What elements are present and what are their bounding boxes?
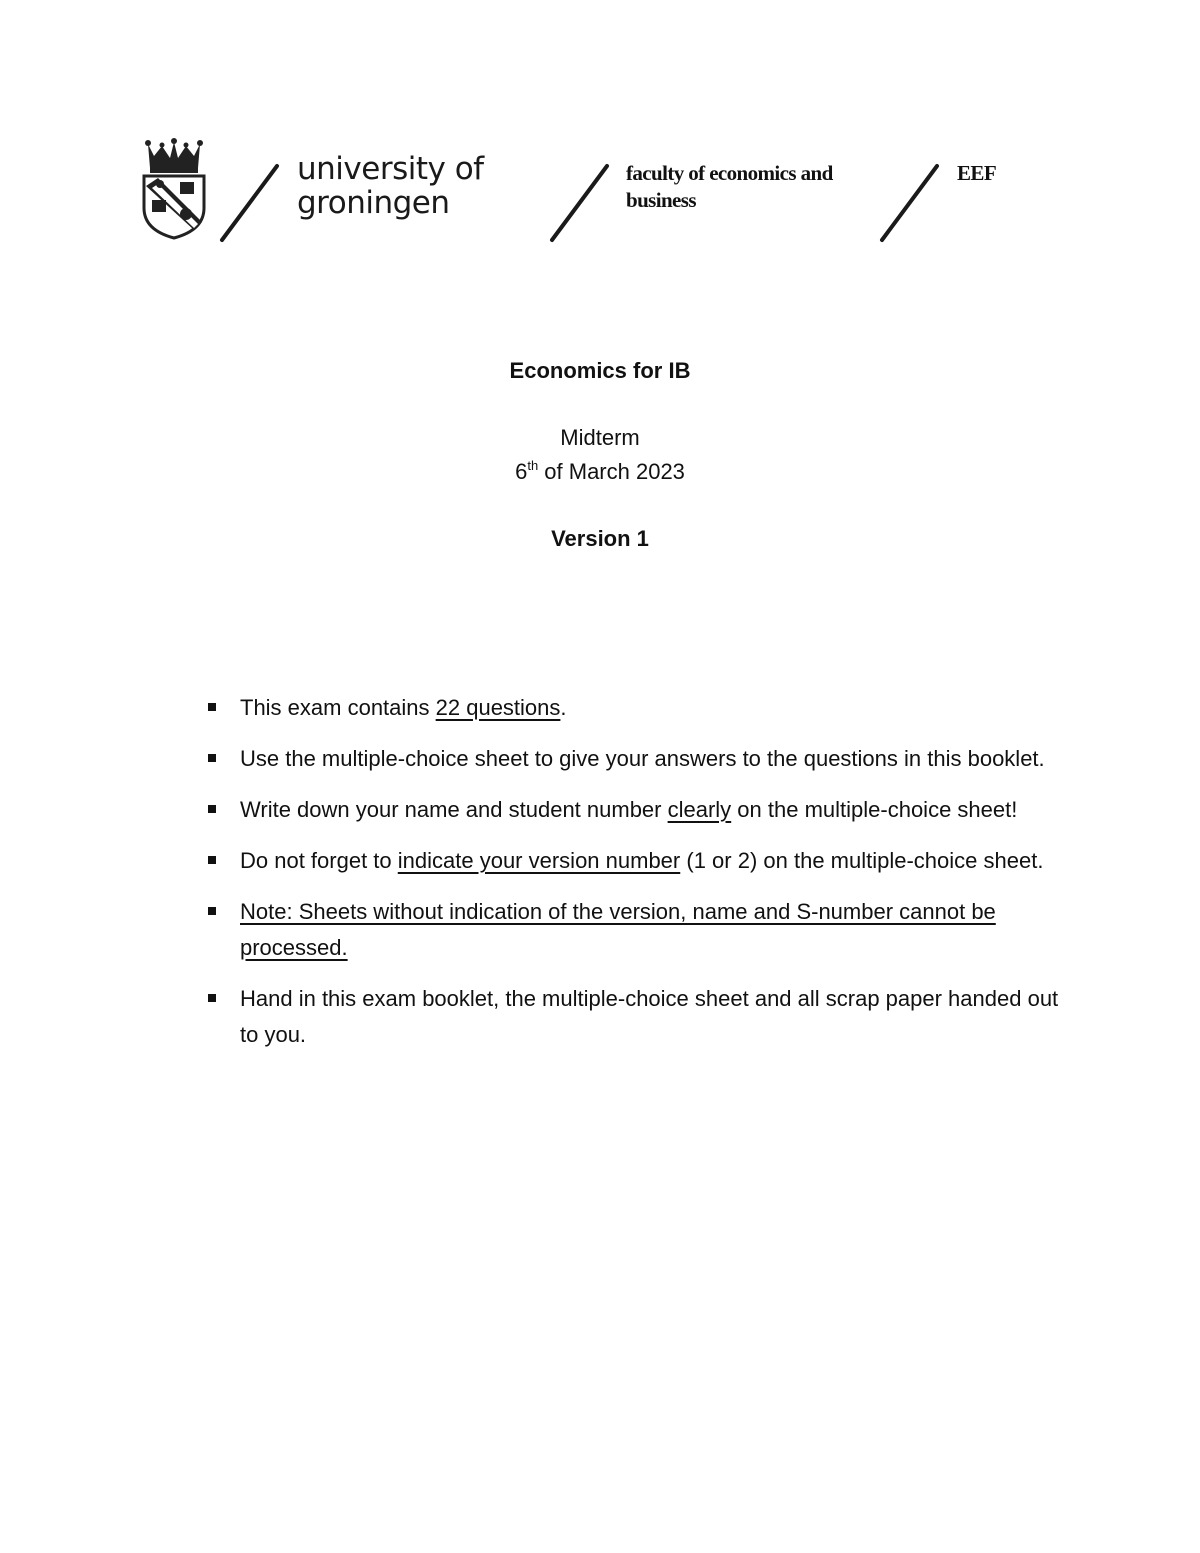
instruction-item	[205, 690, 1065, 726]
exam-date-day: 6	[515, 459, 528, 484]
square-bullet-icon	[208, 805, 216, 813]
instruction-item	[205, 741, 1065, 777]
instruction-text: (1 or 2) on the multiple-choice sheet.	[680, 848, 1044, 873]
exam-type: Midterm	[560, 425, 640, 450]
instruction-note: Note: Sheets without indication of the version, name and S-number cannot be processed.	[240, 899, 996, 960]
square-bullet-icon	[208, 994, 216, 1002]
instruction-text: Hand in this exam booklet, the multiple-choice sheet and all scrap paper handed out to you.	[240, 986, 1059, 1047]
instruction-item	[205, 792, 1065, 828]
department-name: EEF	[957, 161, 997, 185]
instruction-emphasis: clearly	[667, 797, 732, 822]
divider-slash-icon	[875, 160, 945, 250]
exam-date-suffix: th	[527, 458, 539, 473]
page-header	[0, 0, 1200, 260]
exam-date	[0, 459, 1200, 485]
instruction-text: This exam contains	[240, 695, 436, 720]
instruction-text: .	[560, 695, 567, 720]
course-title: Economics for IB	[509, 358, 691, 383]
faculty-name: faculty of economics and business	[626, 161, 833, 212]
instruction-emphasis: 22 questions	[435, 695, 561, 720]
exam-version: Version 1	[551, 526, 649, 551]
instruction-item	[205, 843, 1065, 879]
square-bullet-icon	[208, 703, 216, 711]
square-bullet-icon	[208, 754, 216, 762]
instruction-text: Do not forget to	[240, 848, 398, 873]
square-bullet-icon	[208, 856, 216, 864]
square-bullet-icon	[208, 907, 216, 915]
exam-date-rest: of March 2023	[538, 459, 685, 484]
university-crest-icon	[140, 138, 208, 240]
instruction-item	[205, 894, 1065, 966]
university-name	[297, 152, 547, 220]
instruction-text: on the multiple-choice sheet!	[731, 797, 1018, 822]
instruction-emphasis: indicate your version number	[397, 848, 681, 873]
instruction-text: Write down your name and student number	[240, 797, 668, 822]
instructions-list	[205, 690, 1065, 1068]
university-name-line1: university of	[297, 151, 484, 187]
university-name-line2: groningen	[297, 185, 450, 221]
divider-slash-icon	[215, 160, 285, 250]
instruction-item	[205, 981, 1065, 1053]
divider-slash-icon	[545, 160, 615, 250]
instruction-text: Use the multiple-choice sheet to give your answers to the questions in this booklet.	[240, 746, 1045, 771]
